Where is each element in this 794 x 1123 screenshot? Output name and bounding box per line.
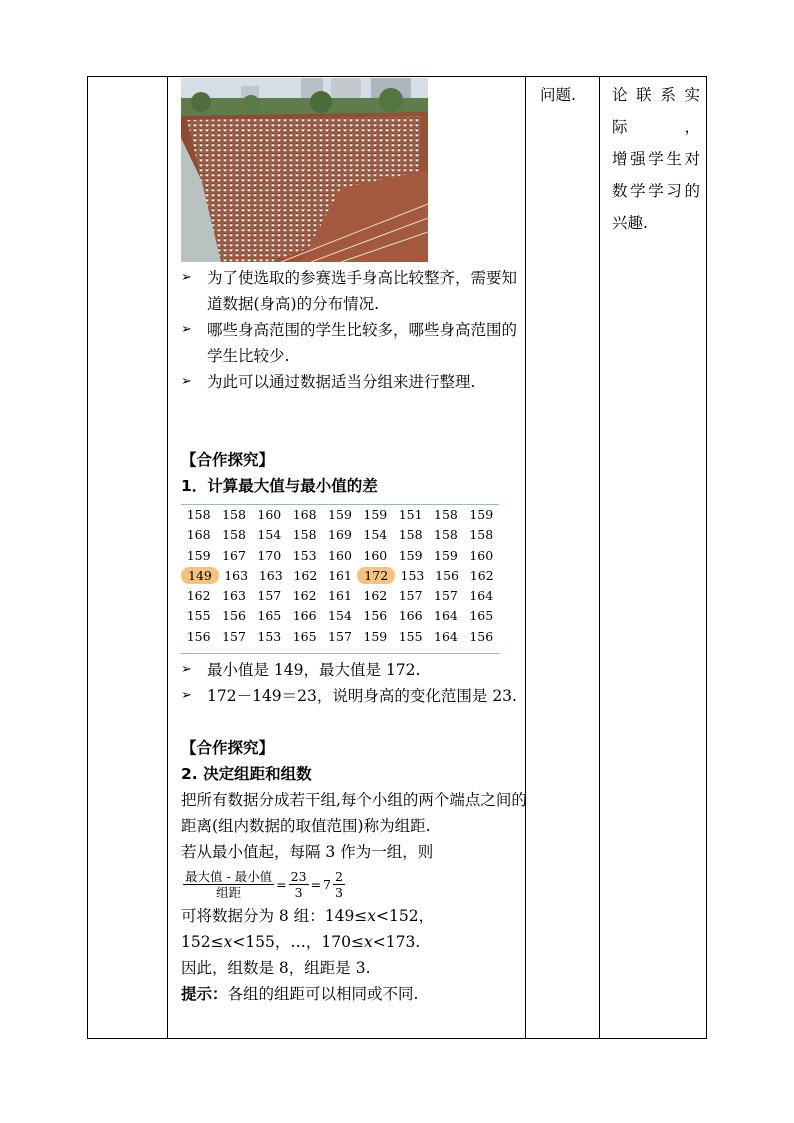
cell-value: 162 xyxy=(292,588,317,604)
cell-value: 158 xyxy=(434,527,458,543)
fraction-numerator: 2 xyxy=(335,868,343,884)
tip xyxy=(181,981,529,1007)
bullet-text: 172－149＝23，说明身高的变化范围是 23. xyxy=(207,687,517,705)
section-label: 【合作探究】 xyxy=(181,739,275,757)
table-row xyxy=(181,505,499,525)
cell-value: 158 xyxy=(186,507,211,522)
cell-value: 154 xyxy=(363,527,388,543)
table-cell xyxy=(464,566,499,586)
cell-value: 170 xyxy=(257,547,282,563)
table-cell xyxy=(181,546,216,566)
cell-value: 156 xyxy=(363,608,388,624)
section-2 xyxy=(181,735,529,1007)
table-cell xyxy=(393,586,428,606)
cell-value: 166 xyxy=(292,608,317,624)
table-cell xyxy=(464,606,499,626)
table-cell xyxy=(322,606,357,626)
cell-value: 168 xyxy=(292,507,317,522)
arrow-bullet-icon: ➢ xyxy=(181,322,192,337)
tip-text: 各组的组距可以相同或不同. xyxy=(227,985,419,1003)
cell-value: 159 xyxy=(186,547,211,563)
activity-column xyxy=(534,77,604,1038)
fraction-numerator: 最大值 - 最小值 xyxy=(185,868,273,884)
cell-value: 164 xyxy=(434,608,458,624)
arrow-bullet-icon: ➢ xyxy=(181,270,192,285)
arrow-bullet-icon: ➢ xyxy=(181,688,192,703)
cell-value: 158 xyxy=(469,527,494,543)
cell-value: 155 xyxy=(186,608,211,624)
section-1-header xyxy=(181,447,529,499)
cell-value: 162 xyxy=(363,588,388,604)
intent-line: 增强学生对 xyxy=(612,150,700,168)
table-cell xyxy=(252,525,287,545)
table-cell xyxy=(358,627,393,647)
table-cell xyxy=(288,566,323,586)
lesson-table xyxy=(87,76,707,1039)
table-cell xyxy=(216,546,251,566)
table-cell xyxy=(181,606,216,626)
variable-x: x xyxy=(363,933,373,951)
table-cell xyxy=(252,627,287,647)
bullet-text: 为了使选取的参赛选手身高比较整齐，需要知道数据(身高)的分布情况. xyxy=(207,269,518,313)
cell-value: 168 xyxy=(186,527,211,543)
table-row xyxy=(181,566,499,586)
cell-value: 160 xyxy=(328,547,352,563)
table-cell xyxy=(428,546,463,566)
students-formation-photo xyxy=(181,78,428,262)
table-cell xyxy=(393,525,428,545)
table-cell xyxy=(358,525,393,545)
cell-value: 165 xyxy=(469,608,494,624)
highlighted-value-cell xyxy=(357,566,395,586)
table-cell xyxy=(253,566,288,586)
table-cell xyxy=(428,606,463,626)
mixed-number-whole: 7 xyxy=(323,876,331,892)
table-cell xyxy=(430,566,465,586)
bullet-text: 哪些身高范围的学生比较多，哪些身高范围的学生比较少. xyxy=(207,321,518,365)
cell-value: 158 xyxy=(292,527,317,543)
cell-value: 159 xyxy=(328,507,352,522)
table-cell xyxy=(393,627,428,647)
cell-value: 156 xyxy=(186,628,211,644)
column-divider-1 xyxy=(167,77,168,1038)
table-row xyxy=(181,586,499,606)
paragraph: 把所有数据分成若干组,每个小组的两个端点之间的距离(组内数据的取值范围)称为组距. xyxy=(181,791,527,835)
text-run: 可将数据分为 8 组：149≤ xyxy=(181,907,368,925)
cell-value: 157 xyxy=(257,588,282,604)
table-cell xyxy=(322,525,357,545)
cell-value: 153 xyxy=(292,547,317,563)
bullet-item xyxy=(181,683,529,709)
arrow-bullet-icon: ➢ xyxy=(181,662,192,677)
bullet-item xyxy=(181,369,529,395)
table-cell xyxy=(323,566,358,586)
table-cell xyxy=(287,505,322,525)
cell-value: 156 xyxy=(469,628,494,644)
fraction xyxy=(289,869,309,900)
tip-label: 提示： xyxy=(181,985,228,1003)
cell-value: 169 xyxy=(328,527,352,543)
cell-value: 153 xyxy=(400,567,425,583)
table-row xyxy=(181,525,499,545)
table-cell xyxy=(393,606,428,626)
cell-value: 159 xyxy=(363,628,388,644)
table-cell xyxy=(428,525,463,545)
cell-value: 165 xyxy=(292,628,317,644)
table-cell xyxy=(358,586,393,606)
text-run: <173. xyxy=(372,933,421,951)
cell-value: 157 xyxy=(434,588,458,604)
table-cell xyxy=(358,606,393,626)
fraction-denominator: 组距 xyxy=(216,884,242,900)
table-cell xyxy=(322,586,357,606)
cell-value: 162 xyxy=(293,567,318,583)
cell-value: 163 xyxy=(222,588,246,604)
cell-value: 158 xyxy=(222,507,246,522)
section-label: 【合作探究】 xyxy=(181,451,275,469)
table-cell xyxy=(358,546,393,566)
variable-x: x xyxy=(223,933,233,951)
cell-value: 151 xyxy=(398,507,423,522)
cell-value: 160 xyxy=(257,507,282,522)
cell-value: 161 xyxy=(328,567,352,583)
bullet-list xyxy=(181,265,529,395)
cell-value: 156 xyxy=(435,567,459,583)
highlighted-value-cell xyxy=(181,566,219,586)
table-cell xyxy=(252,505,287,525)
result-list xyxy=(181,657,529,709)
table-row xyxy=(181,606,499,626)
intent-text xyxy=(606,77,706,239)
fraction-denominator: 3 xyxy=(335,884,343,900)
table-cell xyxy=(393,505,428,525)
table-cell xyxy=(219,566,254,586)
fraction xyxy=(183,869,274,900)
table-cell xyxy=(322,546,357,566)
section-title: 2. 决定组距和组数 xyxy=(181,765,312,783)
intent-line: 兴趣. xyxy=(612,214,648,232)
table-cell xyxy=(287,546,322,566)
fraction xyxy=(333,869,345,900)
cell-value: 158 xyxy=(398,527,423,543)
cell-value: 163 xyxy=(224,567,249,583)
cell-value: 162 xyxy=(186,588,211,604)
bullet-item xyxy=(181,317,529,369)
intent-column xyxy=(606,77,706,1038)
cell-value: 156 xyxy=(222,608,246,624)
table-cell xyxy=(464,586,499,606)
cell-value: 153 xyxy=(257,628,282,644)
table-cell xyxy=(287,606,322,626)
content-column xyxy=(175,77,532,1038)
intent-line: 数学学习的 xyxy=(612,182,700,200)
table-cell xyxy=(464,627,499,647)
cell-value: 161 xyxy=(328,588,352,604)
cell-value: 159 xyxy=(363,507,388,522)
table-cell xyxy=(216,505,251,525)
students-formation-photo-svg xyxy=(181,78,428,262)
table-row xyxy=(181,627,499,647)
cell-value: 165 xyxy=(257,608,282,624)
section-title: 1．计算最大值与最小值的差 xyxy=(181,477,378,495)
cell-value: 172 xyxy=(357,567,395,584)
formula xyxy=(181,865,529,903)
table-cell xyxy=(395,566,430,586)
cell-value: 149 xyxy=(181,567,219,584)
table-cell xyxy=(252,546,287,566)
table-cell xyxy=(358,505,393,525)
table-cell xyxy=(216,525,251,545)
table-cell xyxy=(287,586,322,606)
cell-value: 154 xyxy=(257,527,282,543)
cell-value: 154 xyxy=(328,608,352,624)
fraction-numerator: 23 xyxy=(290,868,307,884)
arrow-bullet-icon: ➢ xyxy=(181,374,192,389)
table-cell xyxy=(252,606,287,626)
fraction-denominator: 3 xyxy=(294,884,303,900)
table-cell xyxy=(252,586,287,606)
table-cell xyxy=(464,505,499,525)
cell-value: 160 xyxy=(363,547,388,563)
cell-value: 158 xyxy=(434,507,458,522)
cell-value: 164 xyxy=(434,628,458,644)
text-run: <152，152≤ xyxy=(181,907,435,951)
text-run: <155，…，170≤ xyxy=(232,933,364,951)
table-cell xyxy=(216,606,251,626)
table-cell xyxy=(181,525,216,545)
variable-x: x xyxy=(367,907,377,925)
bullet-text: 为此可以通过数据适当分组来进行整理. xyxy=(207,373,476,391)
cell-value: 163 xyxy=(258,567,283,583)
table-cell xyxy=(428,586,463,606)
table-cell xyxy=(322,505,357,525)
cell-value: 158 xyxy=(222,527,246,543)
table-cell xyxy=(287,525,322,545)
table-cell xyxy=(428,627,463,647)
cell-value: 157 xyxy=(398,588,423,604)
bullet-item xyxy=(181,265,529,317)
equals-sign: = xyxy=(310,876,322,892)
table-cell xyxy=(181,505,216,525)
cell-value: 155 xyxy=(398,628,423,644)
table-cell xyxy=(393,546,428,566)
activity-text: 问题. xyxy=(540,86,576,104)
height-data-table xyxy=(181,504,499,654)
cell-value: 157 xyxy=(222,628,246,644)
cell-value: 157 xyxy=(328,628,352,644)
paragraph: 若从最小值起，每隔 3 作为一组，则 xyxy=(181,843,434,861)
paragraph xyxy=(181,903,529,955)
table-cell xyxy=(181,586,216,606)
cell-value: 166 xyxy=(398,608,423,624)
table-cell xyxy=(216,586,251,606)
table-row xyxy=(181,546,499,566)
table-cell xyxy=(287,627,322,647)
cell-value: 164 xyxy=(469,588,494,604)
cell-value: 167 xyxy=(222,547,246,563)
cell-value: 159 xyxy=(434,547,458,563)
cell-value: 159 xyxy=(469,507,494,522)
table-cell xyxy=(216,627,251,647)
bullet-item xyxy=(181,657,529,683)
table-cell xyxy=(428,505,463,525)
cell-value: 160 xyxy=(469,547,494,563)
paragraph: 因此，组数是 8，组距是 3. xyxy=(181,959,371,977)
cell-value: 162 xyxy=(469,567,494,583)
equals-sign: = xyxy=(276,876,287,892)
table-cell xyxy=(181,627,216,647)
cell-value: 159 xyxy=(398,547,423,563)
bullet-text: 最小值是 149，最大值是 172. xyxy=(207,661,421,679)
table-cell xyxy=(322,627,357,647)
intent-line: 论联系实际， xyxy=(612,86,700,136)
table-cell xyxy=(464,525,499,545)
table-cell xyxy=(464,546,499,566)
